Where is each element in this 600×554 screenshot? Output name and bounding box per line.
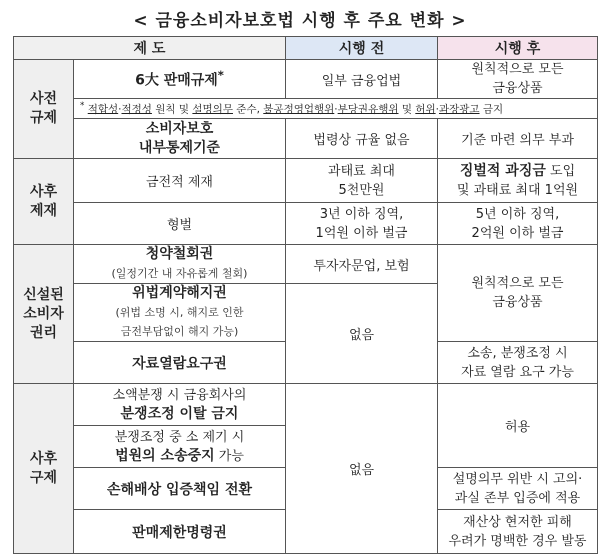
category-pre-regulation: 사전 규제 — [14, 60, 74, 159]
remedy-after-allowed: 허용 — [438, 384, 598, 468]
withdrawal-before: 투자자문업, 보험 — [286, 245, 438, 284]
table-row — [14, 119, 598, 159]
sales-before: 일부 금융업법 — [286, 60, 438, 99]
sales-ban-order: 판매제한명령권 — [74, 510, 286, 554]
monetary-sanction: 금전적 제재 — [74, 159, 286, 203]
category-post-remedy: 사후 구제 — [14, 384, 74, 554]
withdrawal-right: 청약철회권 (일정기간 내 자유롭게 철회) — [74, 245, 286, 284]
header-before: 시행 전 — [286, 37, 438, 60]
access-after: 소송, 분쟁조정 시 자료 열람 요구 가능 — [438, 342, 598, 384]
internal-after: 기준 마련 의무 부과 — [438, 119, 598, 159]
remedy-before: 없음 — [286, 384, 438, 554]
criminal-penalty: 형벌 — [74, 203, 286, 245]
category-new-rights: 신설된 소비자 권리 — [14, 245, 74, 384]
burden-of-proof: 손해배상 입증책임 전환 — [74, 468, 286, 510]
header-after: 시행 후 — [438, 37, 598, 60]
internal-control: 소비자보호 내부통제기준 — [74, 119, 286, 159]
ban-after: 재산상 현저한 피해 우려가 명백한 경우 발동 — [438, 510, 598, 554]
burden-after: 설명의무 위반 시 고의· 과실 존부 입증에 적용 — [438, 468, 598, 510]
rights-after: 원칙적으로 모든 금융상품 — [438, 245, 598, 342]
data-access-right: 자료열람요구권 — [74, 342, 286, 384]
sales-regulation: 6大 판매규제* — [74, 60, 286, 99]
monetary-after: 징벌적 과징금 도입 및 과태료 최대 1억원 — [438, 159, 598, 203]
header-row — [14, 37, 598, 60]
comparison-table — [13, 36, 598, 554]
rights-before: 없음 — [286, 284, 438, 384]
header-system: 제 도 — [14, 37, 286, 60]
termination-right: 위법계약해지권 (위법 소명 시, 해지로 인한 금전부담없이 해지 가능) — [74, 284, 286, 342]
table-row — [14, 60, 598, 99]
internal-before: 법령상 규율 없음 — [286, 119, 438, 159]
table-row — [14, 384, 598, 426]
footnote-mark: * — [217, 68, 224, 83]
criminal-before: 3년 이하 징역, 1억원 이하 벌금 — [286, 203, 438, 245]
litigation-suspension: 분쟁조정 중 소 제기 시 법원의 소송중지 가능 — [74, 426, 286, 468]
table-row — [14, 245, 598, 284]
category-post-sanction: 사후 제재 — [14, 159, 74, 245]
criminal-after: 5년 이하 징역, 2억원 이하 벌금 — [438, 203, 598, 245]
page-title: < 금융소비자보호법 시행 후 주요 변화 > — [133, 10, 467, 31]
sales-after: 원칙적으로 모든 금융상품 — [438, 60, 598, 99]
footnote-text: * 적합성·적정성 원칙 및 설명의무 준수, 불공정영업행위·부당권유행위 및 허위·과장광고 금지 — [74, 99, 598, 119]
table-row — [14, 159, 598, 203]
dispute-mediation: 소액분쟁 시 금융회사의 분쟁조정 이탈 금지 — [74, 384, 286, 426]
table-row — [14, 203, 598, 245]
monetary-before: 과태료 최대 5천만원 — [286, 159, 438, 203]
footnote-row — [14, 99, 598, 119]
